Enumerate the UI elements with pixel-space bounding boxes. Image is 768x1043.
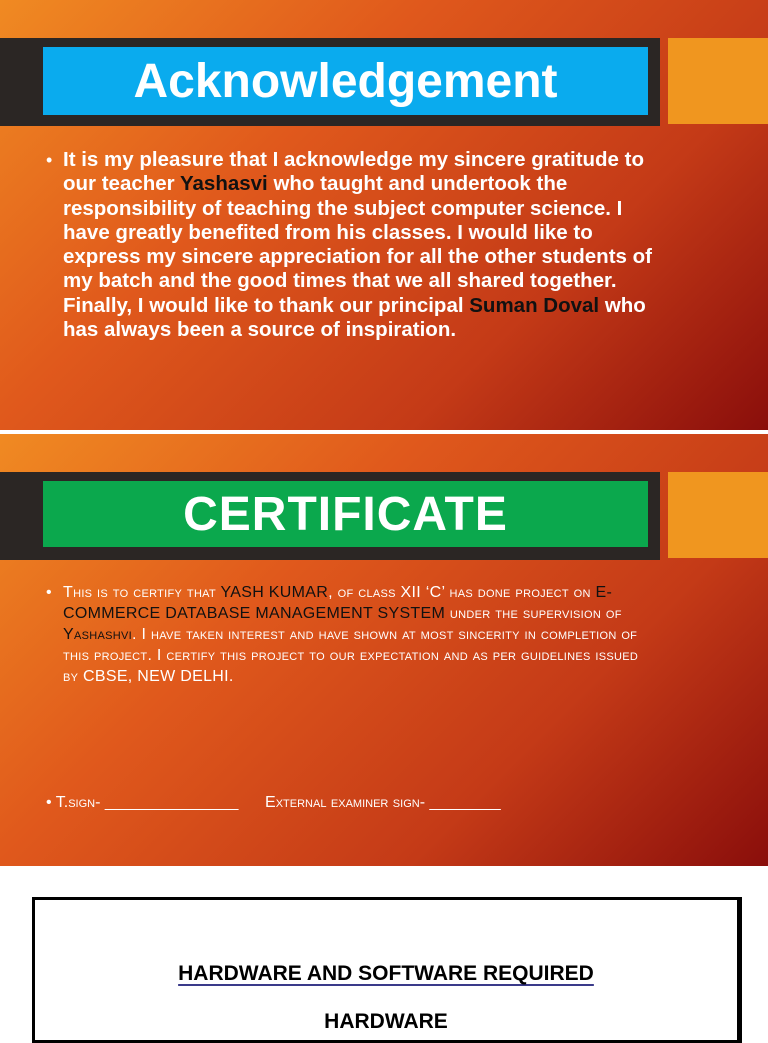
teacher-name: Yashasvi <box>179 172 268 196</box>
accent-block <box>668 472 768 558</box>
hardware-subheading: HARDWARE <box>324 1010 448 1033</box>
acknowledgement-slide <box>0 0 768 430</box>
supervisor-name: Yashashvi <box>63 626 133 643</box>
document-page <box>32 897 742 1043</box>
external-sign-label: External examiner sign- <box>265 794 426 811</box>
acknowledgement-title: Acknowledgement <box>43 47 648 115</box>
cert-text-part: . I have taken interest and have shown at most sincerity in completion of this project. I certify this project to our expectation and as per guidelines issued by CBSE, NEW DELHI. <box>63 626 639 685</box>
project-name: E-COMMERCE DATABASE MANAGEMENT SYSTEM <box>63 584 613 622</box>
external-sign-blank: ________ <box>429 794 501 811</box>
certificate-slide <box>0 434 768 866</box>
signature-line <box>46 794 686 812</box>
ack-text-part: who taught and undertook the responsibility of teaching the subject computer science. I have greatly benefited from his classes. I would like to express my sincere appreciation for all the other students of my batch and the good times that we all shared together. Finally, I would like to thank our principal <box>63 172 652 317</box>
bullet-icon: • <box>46 794 52 811</box>
ack-text-part: It is my pleasure that I acknowledge my sincere gratitude to our teacher <box>63 148 645 196</box>
student-name: YASH KUMAR <box>220 584 329 601</box>
bullet-icon: • <box>46 150 53 170</box>
cert-text-part: , of class XII ‘C’ has done project on <box>328 584 596 601</box>
accent-block <box>668 38 768 124</box>
certificate-paragraph <box>63 582 658 687</box>
principal-name: Suman Doval <box>469 293 600 317</box>
acknowledgement-paragraph <box>63 148 653 342</box>
teacher-sign-blank: _______________ <box>104 794 239 811</box>
teacher-sign-label: T.sign- <box>55 794 101 811</box>
hardware-software-heading: HARDWARE AND SOFTWARE REQUIRED <box>178 962 594 985</box>
certificate-title: CERTIFICATE <box>43 481 648 547</box>
ack-text-part: who has always been a source of inspiration. <box>63 293 646 342</box>
bullet-icon: • <box>46 584 52 601</box>
cert-text-part: under the supervision of <box>445 605 622 622</box>
cert-text-part: This is to certify that <box>63 584 221 601</box>
